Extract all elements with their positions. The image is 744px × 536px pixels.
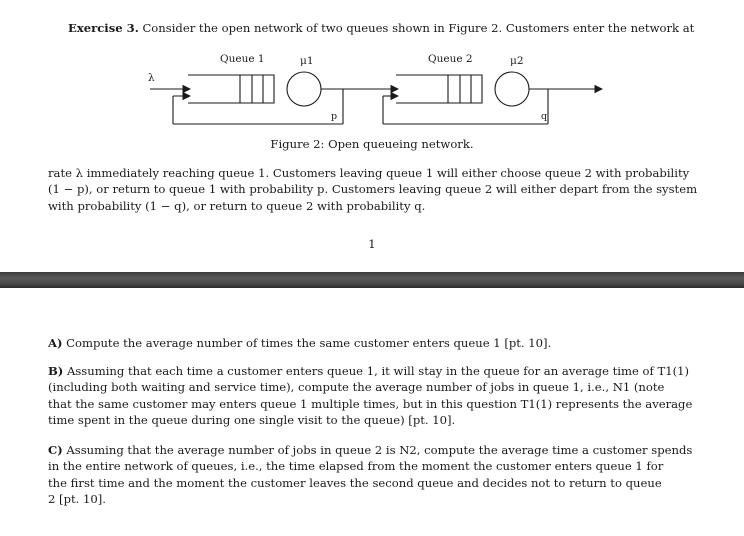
exercise-intro [68,20,708,36]
queueing-network-figure [140,44,610,134]
question-b [48,363,727,428]
question-c-line: 2 [pt. 10]. [48,491,106,506]
body-line: (1 − p), or return to queue 1 with probability p. Customers leaving queue 2 will either depart from the system [48,182,698,197]
exercise-label: Exercise 3. [68,21,139,35]
queue2-label: Queue 2 [428,53,473,65]
queue1-label: Queue 1 [220,53,265,65]
document-page-2 [0,288,744,536]
question-b-line: time spent in the queue during one single visit to the queue) [pt. 10]. [48,412,456,427]
question-b-line: Assuming that each time a customer enters queue 1, it will stay in the queue for an average time of T1(1) [66,364,690,378]
body-paragraph [48,165,698,214]
page-separator [0,272,744,288]
mu1-label: μ1 [300,55,314,67]
question-a-label: A) [48,336,63,350]
body-line: with probability (1 − q), or return to queue 2 with probability q. [48,198,426,213]
question-a-line: Compute the average number of times the same customer enters queue 1 [pt. 10]. [66,336,552,350]
question-c [48,442,727,507]
question-b-line: (including both waiting and service time), compute the average number of jobs in queue 1, i.e., N1 (note [48,380,665,395]
q-label: q [541,111,548,122]
lambda-label: λ [148,72,155,84]
question-c-line: the first time and the moment the customer leaves the second queue and decides not to return to queue [48,475,662,490]
question-b-label: B) [48,364,64,378]
question-b-line: that the same customer may enters queue 1 multiple times, but in this question T1(1) represents the average [48,396,693,411]
p-label: p [331,111,338,122]
body-line: rate λ immediately reaching queue 1. Customers leaving queue 1 will either choose queue 2 with probability [48,166,690,180]
question-a [48,335,693,351]
exercise-intro-text: Consider the open network of two queues shown in Figure 2. Customers enter the network at [142,21,695,35]
question-c-line: Assuming that the average number of jobs in queue 2 is N2, compute the average time a customer spends [66,443,693,457]
question-c-label: C) [48,443,63,457]
mu2-label: μ2 [510,55,524,67]
figure-caption: Figure 2: Open queueing network. [270,137,474,151]
page-number: 1 [368,237,376,251]
question-c-line: in the entire network of queues, i.e., the time elapsed from the moment the customer enters queue 1 for [48,459,664,474]
